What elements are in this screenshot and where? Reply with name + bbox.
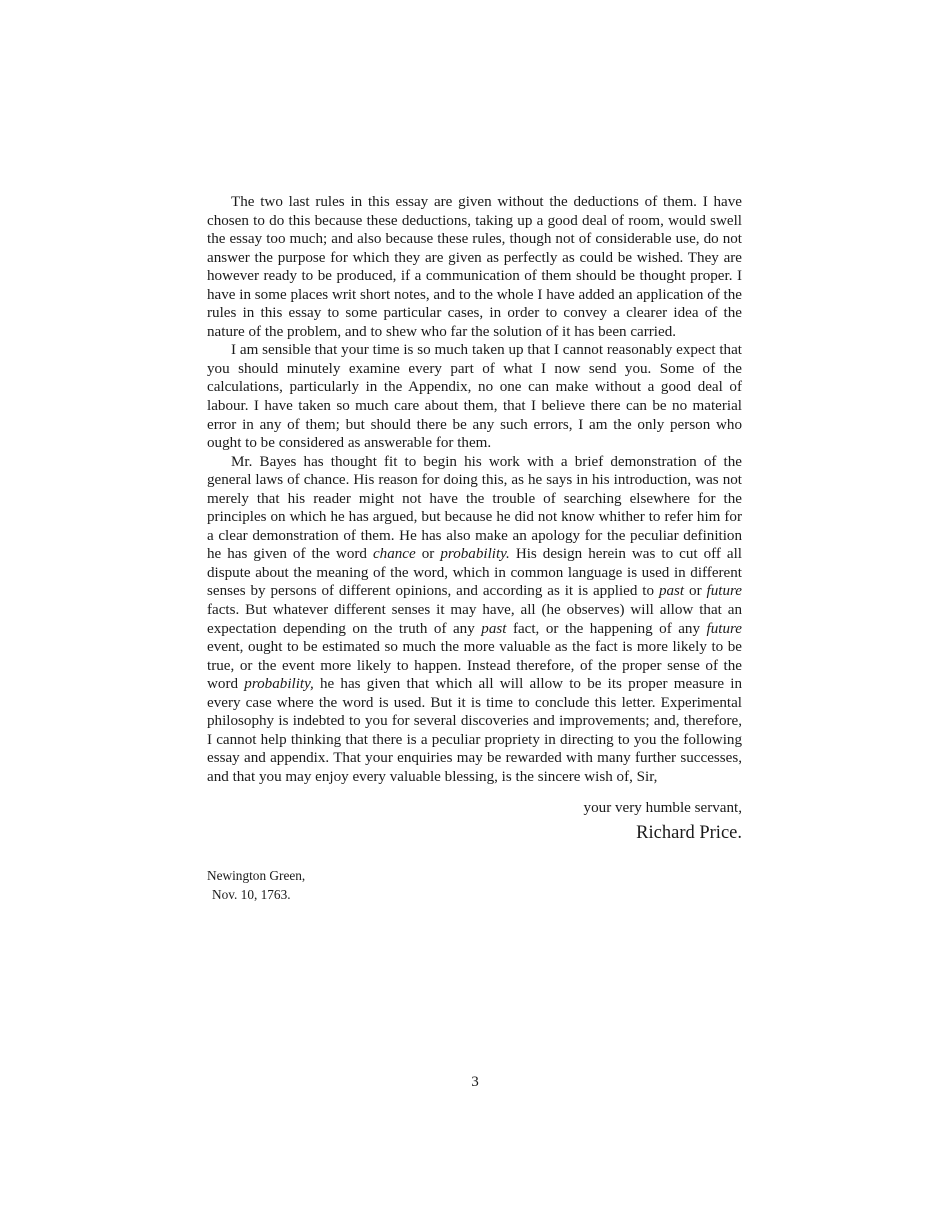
paragraph-rules-omitted: The two last rules in this essay are given without the deductions of them. I have chosen to do this because these deductions, taking up a good deal of room, would swell the essay too much; and also because these rules, though not of considerable use, do not answer the purpose for which they are given as perfectly as could be wished. They are however ready to be produced, if a communication of them should be thought proper. I have in some places writ short notes, and to the whole I have added an application of the rules in this essay to some particular cases, in order to convey a clearer idea of the nature of the problem, and to shew who far the solution of it has been carried. xyxy=(207,194,742,340)
text-run: he has given that which all will allow to be its proper measure in every case where the word is used. But it is time to conclude this letter. Experimental philosophy is indebted to you for several discoveries and improvements; and, therefore, I cannot help thinking that there is a peculiar propriety in directing to you the following essay and appendix. That your enquiries may be rewarded with many further successes, and that you may enjoy every valuable blessing, is the sincere wish of, Sir, xyxy=(207,676,743,785)
italic-term-past: past xyxy=(481,620,507,637)
closing-line: your very humble servant, xyxy=(583,799,742,816)
text-run: Mr. Bayes has thought fit to begin his work with a brief demonstration of the general laws of chance. His reason for doing this, as he says in his introduction, was not merely that his reader might not have the trouble of searching elsewhere for the principles on which he has argued, but because he did not know whither to refer him for a clear demonstration of them. He has also make an apology for the peculiar definition he has given of the word xyxy=(207,453,742,563)
place: Newington Green, xyxy=(207,868,306,883)
italic-term-past: past xyxy=(658,583,685,600)
text-run: His design herein was to cut off all dispute about the meaning of the word, which in common language is used in different senses by persons of different opinions, and according as it is applied to xyxy=(207,546,742,600)
text-run: facts. But whatever different senses it may have, all (he observes) will allow that an expectation depending on the truth of any xyxy=(207,602,742,637)
italic-term-future: future xyxy=(706,620,743,637)
letter-body xyxy=(207,193,742,904)
italic-term-probability: probability, xyxy=(244,676,314,693)
paragraph-time-apology: I am sensible that your time is so much taken up that I cannot reasonably expect that you should minutely examine every part of what I now send you. Some of the calculations, particularly in the Appendix, no one can make without a good deal of labour. I have taken so much care about them, that I believe there can be no material error in any of them; but should there be any such errors, I am the only person who ought to be considered as answerable for them. xyxy=(207,342,742,452)
place-date-block xyxy=(207,867,742,904)
text-run: or xyxy=(689,583,702,600)
italic-term-probability: probability. xyxy=(440,546,510,563)
paragraph-bayes-work xyxy=(207,453,742,787)
text-run: or xyxy=(421,546,435,563)
text-run: event, ought to be estimated so much the more valuable as the fact is more likely to be true, or the event more likely to happen. Instead therefore, of the proper sense of the word xyxy=(207,639,742,693)
italic-term-chance: chance xyxy=(372,546,416,563)
page-number: 3 xyxy=(471,1074,479,1090)
italic-term-future: future xyxy=(706,583,743,600)
text-run: fact, or the happening of any xyxy=(512,620,701,637)
signature: Richard Price. xyxy=(636,823,742,843)
date: Nov. 10, 1763. xyxy=(212,886,291,902)
